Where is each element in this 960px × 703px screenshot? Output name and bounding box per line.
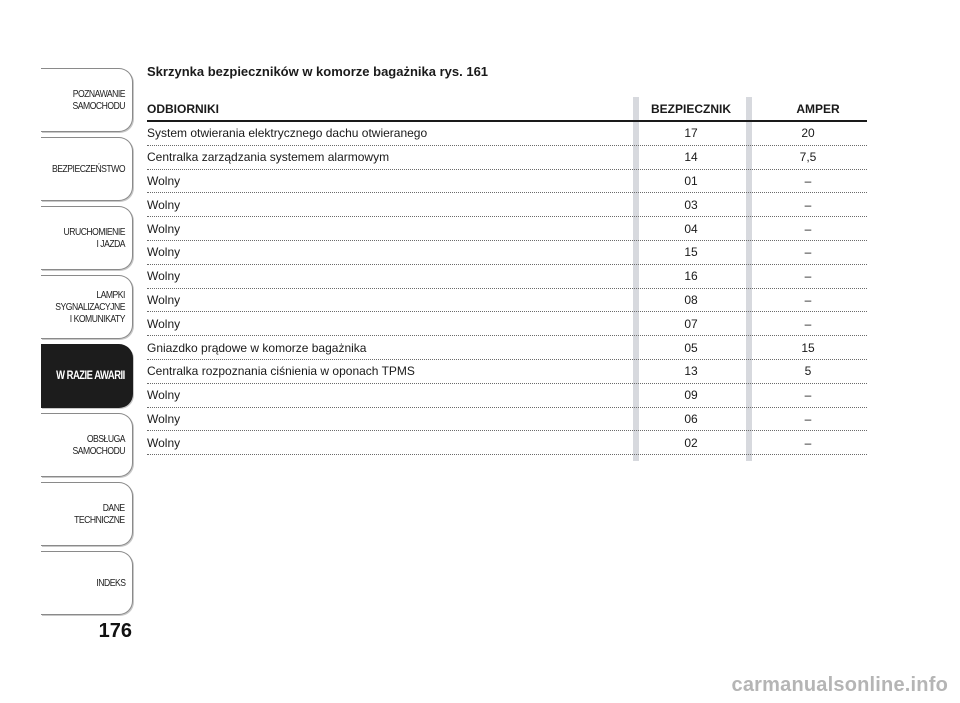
- cell-odbiornik: Wolny: [147, 221, 181, 236]
- cell-odbiornik: Wolny: [147, 197, 181, 212]
- section-title: Skrzynka bezpieczników w komorze bagażnika rys. 161: [147, 64, 489, 79]
- cell-odbiornik: Wolny: [147, 245, 181, 260]
- table-row: [147, 241, 867, 265]
- table-row: [147, 170, 867, 194]
- cell-bezpiecznik: 17: [684, 126, 698, 141]
- cell-bezpiecznik: 07: [684, 316, 698, 331]
- table-row: [147, 289, 867, 313]
- cell-odbiornik: Centralka zarządzania systemem alarmowym: [147, 150, 390, 165]
- cell-amper: –: [804, 292, 812, 307]
- table-row: [147, 408, 867, 432]
- cell-bezpiecznik: 16: [684, 269, 698, 284]
- table-row: [147, 360, 867, 384]
- tab-label: W RAZIE AWARII: [56, 370, 125, 382]
- table-row: [147, 146, 867, 170]
- tab-poznawanie-samochodu[interactable]: [41, 68, 133, 132]
- cell-bezpiecznik: 14: [684, 150, 698, 165]
- cell-odbiornik: System otwierania elektrycznego dachu otwieranego: [147, 126, 428, 141]
- tab-obsluga-samochodu[interactable]: [41, 413, 133, 477]
- watermark: carmanualsonline.info: [731, 674, 948, 696]
- tab-label: BEZPIECZEŃSTWO: [51, 163, 125, 175]
- cell-bezpiecznik: 06: [684, 411, 698, 426]
- cell-amper: –: [804, 316, 812, 331]
- cell-amper: 15: [801, 340, 815, 355]
- fuse-table-section: [147, 62, 867, 455]
- cell-odbiornik: Wolny: [147, 435, 181, 450]
- header-bezpiecznik: BEZPIECZNIK: [650, 101, 731, 116]
- cell-amper: 20: [801, 126, 815, 141]
- header-amper: AMPER: [796, 101, 840, 116]
- tab-label: INDEKS: [95, 577, 125, 589]
- cell-amper: 5: [804, 364, 812, 379]
- table-row: [147, 431, 867, 455]
- tab-lampki-sygnalizacyjne[interactable]: [41, 275, 133, 339]
- cell-bezpiecznik: 01: [684, 173, 698, 188]
- cell-amper: –: [804, 411, 812, 426]
- tab-label: POZNAWANIE SAMOCHODU: [72, 88, 125, 112]
- cell-odbiornik: Wolny: [147, 269, 181, 284]
- tab-w-razie-awarii[interactable]: [41, 344, 133, 408]
- tab-indeks[interactable]: [41, 551, 133, 615]
- tab-label: URUCHOMIENIE I JAZDA: [63, 226, 125, 250]
- cell-odbiornik: Wolny: [147, 292, 181, 307]
- table-row: [147, 312, 867, 336]
- cell-bezpiecznik: 04: [684, 221, 698, 236]
- cell-odbiornik: Wolny: [147, 173, 181, 188]
- cell-bezpiecznik: 15: [684, 245, 698, 260]
- cell-odbiornik: Wolny: [147, 316, 181, 331]
- cell-bezpiecznik: 03: [684, 197, 698, 212]
- cell-amper: 7,5: [799, 150, 817, 165]
- cell-bezpiecznik: 09: [684, 388, 698, 403]
- table-row: [147, 384, 867, 408]
- tab-label: LAMPKI SYGNALIZACYJNE I KOMUNIKATY: [55, 289, 125, 325]
- cell-amper: –: [804, 245, 812, 260]
- cell-amper: –: [804, 173, 812, 188]
- cell-amper: –: [804, 197, 812, 212]
- cell-odbiornik: Gniazdko prądowe w komorze bagażnika: [147, 340, 367, 355]
- cell-bezpiecznik: 05: [684, 340, 698, 355]
- table-row: [147, 122, 867, 146]
- cell-odbiornik: Wolny: [147, 388, 181, 403]
- cell-bezpiecznik: 08: [684, 292, 698, 307]
- cell-amper: –: [804, 269, 812, 284]
- cell-odbiornik: Wolny: [147, 411, 181, 426]
- cell-bezpiecznik: 02: [684, 435, 698, 450]
- table-row: [147, 217, 867, 241]
- cell-amper: –: [804, 435, 812, 450]
- table-row: [147, 193, 867, 217]
- tab-dane-techniczne[interactable]: [41, 482, 133, 546]
- table-header: [147, 97, 867, 122]
- cell-amper: –: [804, 388, 812, 403]
- tab-label: OBSŁUGA SAMOCHODU: [72, 433, 125, 457]
- tab-uruchomienie-i-jazda[interactable]: [41, 206, 133, 270]
- fuse-table: [147, 97, 867, 455]
- tab-label: DANE TECHNICZNE: [74, 502, 125, 526]
- cell-bezpiecznik: 13: [684, 364, 698, 379]
- table-row: [147, 265, 867, 289]
- tab-bezpieczenstwo[interactable]: [41, 137, 133, 201]
- page-number: 176: [98, 620, 132, 642]
- table-row: [147, 336, 867, 360]
- header-odbiorniki: ODBIORNIKI: [147, 101, 219, 116]
- cell-amper: –: [804, 221, 812, 236]
- cell-odbiornik: Centralka rozpoznania ciśnienia w oponach TPMS: [147, 364, 415, 379]
